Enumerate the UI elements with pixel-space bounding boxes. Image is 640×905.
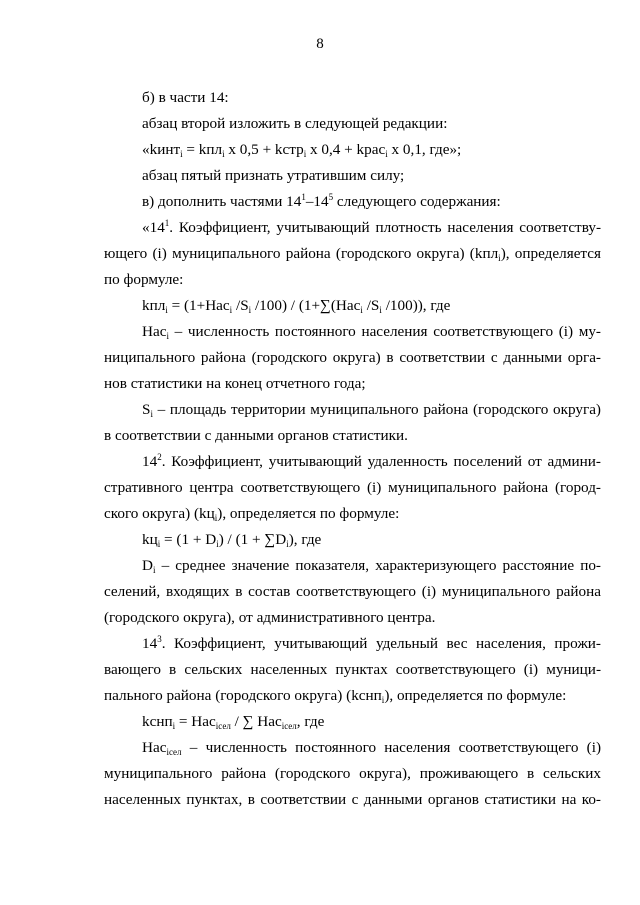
text-line: муниципального района (городского округа), проживающего в сельских <box>104 765 601 782</box>
text-line: стративного центра соответствующего (i) муниципального района (город- <box>104 479 601 496</box>
text-line: $S_i$ – площадь территории муниципального района (городского округа) <box>142 401 601 419</box>
formula-line: $kц_i = (1 + D_i) / (1 + \sum D_i)$, где <box>142 531 322 549</box>
text-line: селений, входящих в состав соответствующего (i) муниципального района <box>104 583 601 600</box>
document-body <box>104 85 601 813</box>
text-line: Нас$_i$ – численность постоянного населения соответствующего (i) му- <box>142 323 601 341</box>
text-line: $14^3$. Коэффициент, учитывающий удельный вес населения, прожи- <box>142 634 601 652</box>
formula-line: «kинт$_i$ = kпл$_i$ x 0,5 + kстр$_i$ x 0,4 + kрас$_i$ x 0,1, где»; <box>142 141 462 159</box>
text-line: $14^2$. Коэффициент, учитывающий удаленность поселений от админи- <box>142 452 601 470</box>
text-line: (городского округа), от административного центра. <box>104 609 436 626</box>
text-line: в соответствии с данными органов статистики. <box>104 427 408 444</box>
text-line: б) в части 14: <box>142 89 229 106</box>
text-line: абзац второй изложить в следующей редакции: <box>142 115 448 132</box>
text-line: вающего в сельских населенных пунктах соответствующего (i) муници- <box>104 661 601 678</box>
page-number: 8 <box>316 36 324 52</box>
text-line: в) дополнить частями $14^1-14^5$ следующего содержания: <box>142 192 501 210</box>
formula-line: kснп$_i$ = Нас$_{iсел}$ / ∑ Нас$_{iсел}$, где <box>142 713 325 731</box>
text-line: абзац пятый признать утратившим силу; <box>142 167 405 184</box>
text-line: $D_i$ – среднее значение показателя, характеризующего расстояние по- <box>142 557 601 575</box>
text-line: Нас$_{iсел}$ – численность постоянного населения соответствующего (i) <box>142 739 601 757</box>
text-line: нов статистики на конец отчетного года; <box>104 375 366 392</box>
formula-line: kпл$_i$ = (1+Нас$_i$ $/S_i$ /100) / (1+∑(Нас$_i$ $/S_i$ /100)), где <box>142 297 451 315</box>
text-line: ского округа) $(kц_i)$, определяется по формуле: <box>104 505 400 523</box>
text-line: населенных пунктах, в соответствии с данными органов статистики на ко- <box>104 791 601 808</box>
text-line: «$14^1$. Коэффициент, учитывающий плотность населения соответству- <box>142 218 601 236</box>
text-line: ниципального района (городского округа) в соответствии с данными орга- <box>104 349 601 366</box>
text-line: ющего (i) муниципального района (городского округа) (kпл$_i$), определяется <box>104 245 601 263</box>
text-line: по формуле: <box>104 271 184 288</box>
text-line: пального района (городского округа) (kснп$_i$), определяется по формуле: <box>104 687 567 705</box>
